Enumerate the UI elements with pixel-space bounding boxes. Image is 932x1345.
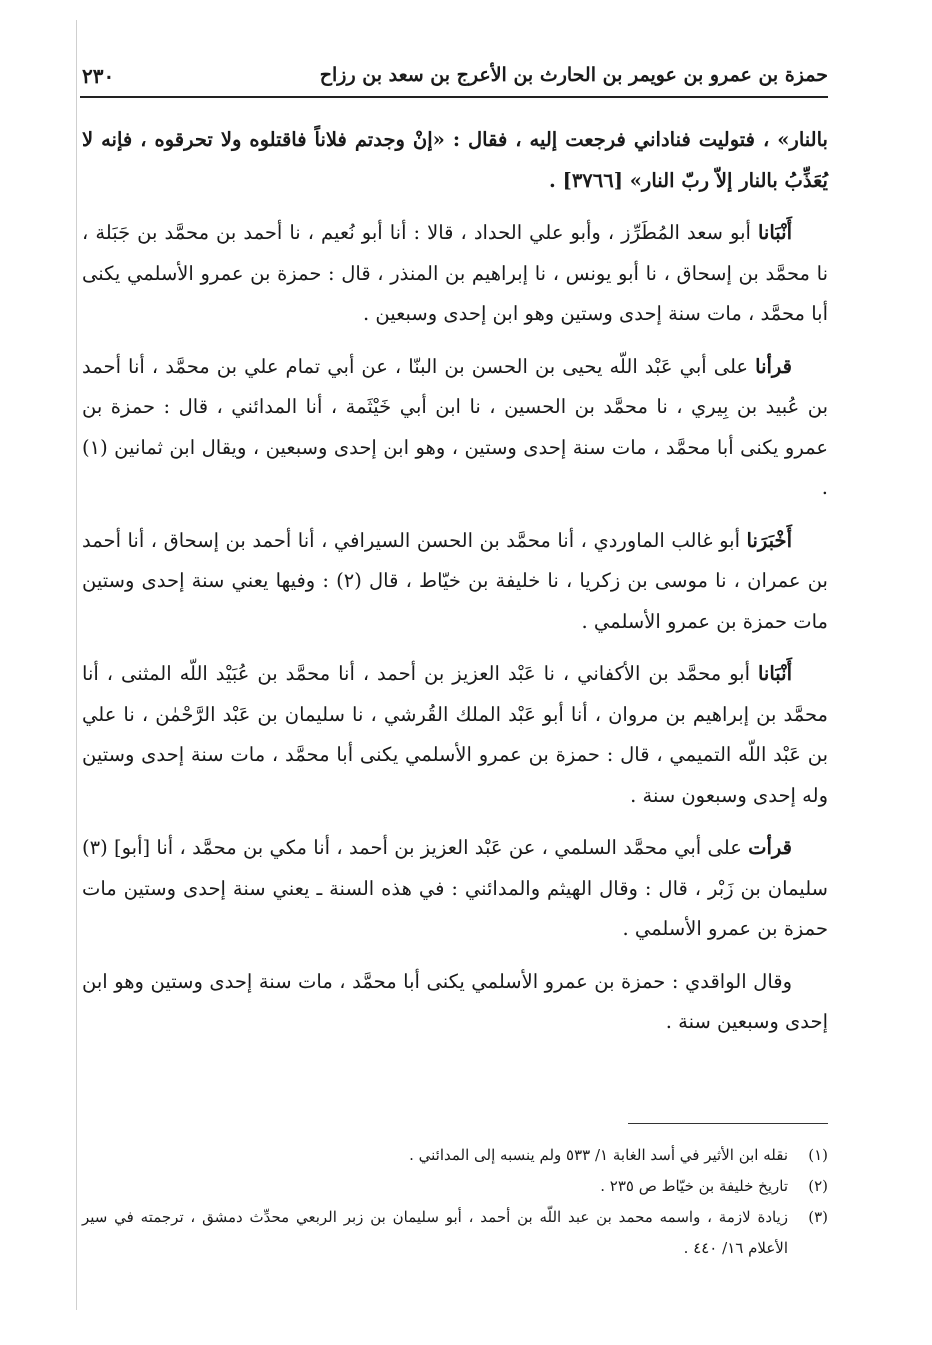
main-text: [82, 120, 828, 1055]
footnote-number: (٣): [808, 1208, 828, 1226]
paragraph-text: على أبي محمَّد السلمي ، عن عَبْد العزيز بن أحمد ، أنا مكي بن محمَّد ، أنا [أبو] (٣) سليمان بن زَبْر ، قال : وقال الهيثم والمدائني : في هذه السنة ـ يعني سنة إحدى وستين مات حمزة بن عمرو الأسلمي .: [82, 836, 828, 940]
paragraph: [82, 347, 828, 509]
paragraph: [82, 213, 828, 335]
paragraph-text: وقال الواقدي : حمزة بن عمرو الأسلمي يكنى أبا محمَّد ، مات سنة إحدى وستين وهو ابن إحدى وسبعين سنة .: [82, 969, 828, 1033]
paragraph-lead-word: أَنْبَانا: [757, 221, 792, 244]
paragraph-text: أبو غالب الماوردي ، أنا محمَّد بن الحسن السيرافي ، أنا أحمد بن إسحاق ، أنا أحمد بن عمران ، نا موسى بن زكريا ، نا خليفة بن خيّاط ، قال (٢) : وفيها يعني سنة إحدى وستين مات حمزة بن عمرو الأسلمي .: [82, 528, 828, 633]
paragraph: [82, 521, 828, 643]
paragraph-lead-word: قرأنا: [755, 354, 792, 378]
paragraph-lead-word: أَنْبَانا: [757, 662, 792, 685]
footnote-text: تاريخ خليفة بن خيّاط ص ٢٣٥ .: [600, 1177, 788, 1195]
paragraph-text: أبو سعد المُطَرِّز ، وأبو علي الحداد ، قالا : أنا أبو نُعيم ، نا أحمد بن محمَّد بن جَبَلة ، نا محمَّد بن إسحاق ، نا أبو يونس ، نا إبراهيم بن المنذر ، قال : حمزة بن عمرو الأسلمي يكنى أبا محمَّد ، مات سنة إحدى وستين وهو ابن إحدى وسبعين .: [82, 221, 828, 325]
paragraph-continuation: [82, 120, 828, 201]
footnotes: [82, 1140, 828, 1264]
paragraph-text: بالنار» ، فتوليت فناداني فرجعت إليه ، فقال : «إنْ وجدتم فلاناً فاقتلوه ولا تحرقوه ، فإنه لا يُعَذِّبُ بالنار إلاّ ربّ النار» [٣٧٦٦] .: [82, 128, 828, 192]
paragraph-lead-word: أَخْبَرَنا: [746, 528, 792, 552]
paragraph: [82, 828, 828, 950]
footnote-text: زيادة لازمة ، واسمه محمد بن عبد اللّه بن أحمد ، أبو سليمان بن زبر الربعي محدِّث دمشق ، ترجمته في سير الأعلام ١٦/ ٤٤٠ .: [82, 1208, 788, 1257]
scan-edge-line: [76, 20, 77, 1310]
paragraph-text: أبو محمَّد بن الأكفاني ، نا عَبْد العزيز بن أحمد ، أنا محمَّد بن عُبَيْد اللّه المثنى ، أنا محمَّد بن إبراهيم بن مروان ، أنا أبو عَبْد الملك القُرشي ، نا سليمان بن عَبْد الرَّحْمٰن ، نا علي بن عَبْد اللّه التميمي ، قال : حمزة بن عمرو الأسلمي يكنى أبا محمَّد ، مات سنة إحدى وستين وله إحدى وسبعون سنة .: [82, 662, 828, 807]
footnote: [82, 1171, 828, 1202]
footnote: [82, 1140, 828, 1171]
footnote: [82, 1202, 828, 1264]
paragraph: [82, 654, 828, 816]
page-number: ٢٣٠: [82, 64, 115, 88]
paragraph-text: على أبي عَبْد اللّه يحيى بن الحسن بن البنّا ، عن أبي تمام علي بن محمَّد ، أنا أحمد بن عُبيد بن بِيري ، نا محمَّد بن الحسين ، نا ابن أبي خَيْثَمة ، أنا المدائني ، قال : حمزة بن عمرو يكنى أبا محمَّد ، مات سنة إحدى وستين ، وهو ابن إحدى وسبعين ، ويقال ابن ثمانين (١) .: [82, 354, 828, 499]
footnote-separator: [628, 1123, 828, 1124]
running-header: [80, 58, 828, 98]
footnote-number: (١): [808, 1146, 828, 1164]
header-title: حمزة بن عمرو بن عويمر بن الحارث بن الأعرج بن سعد بن رزاح: [319, 64, 828, 86]
paragraph: [82, 962, 828, 1043]
footnote-number: (٢): [808, 1177, 828, 1195]
paragraph-lead-word: قرأت: [748, 836, 792, 859]
footnote-text: نقله ابن الأثير في أسد الغابة ١/ ٥٣٣ ولم ينسبه إلى المدائني .: [409, 1146, 788, 1164]
